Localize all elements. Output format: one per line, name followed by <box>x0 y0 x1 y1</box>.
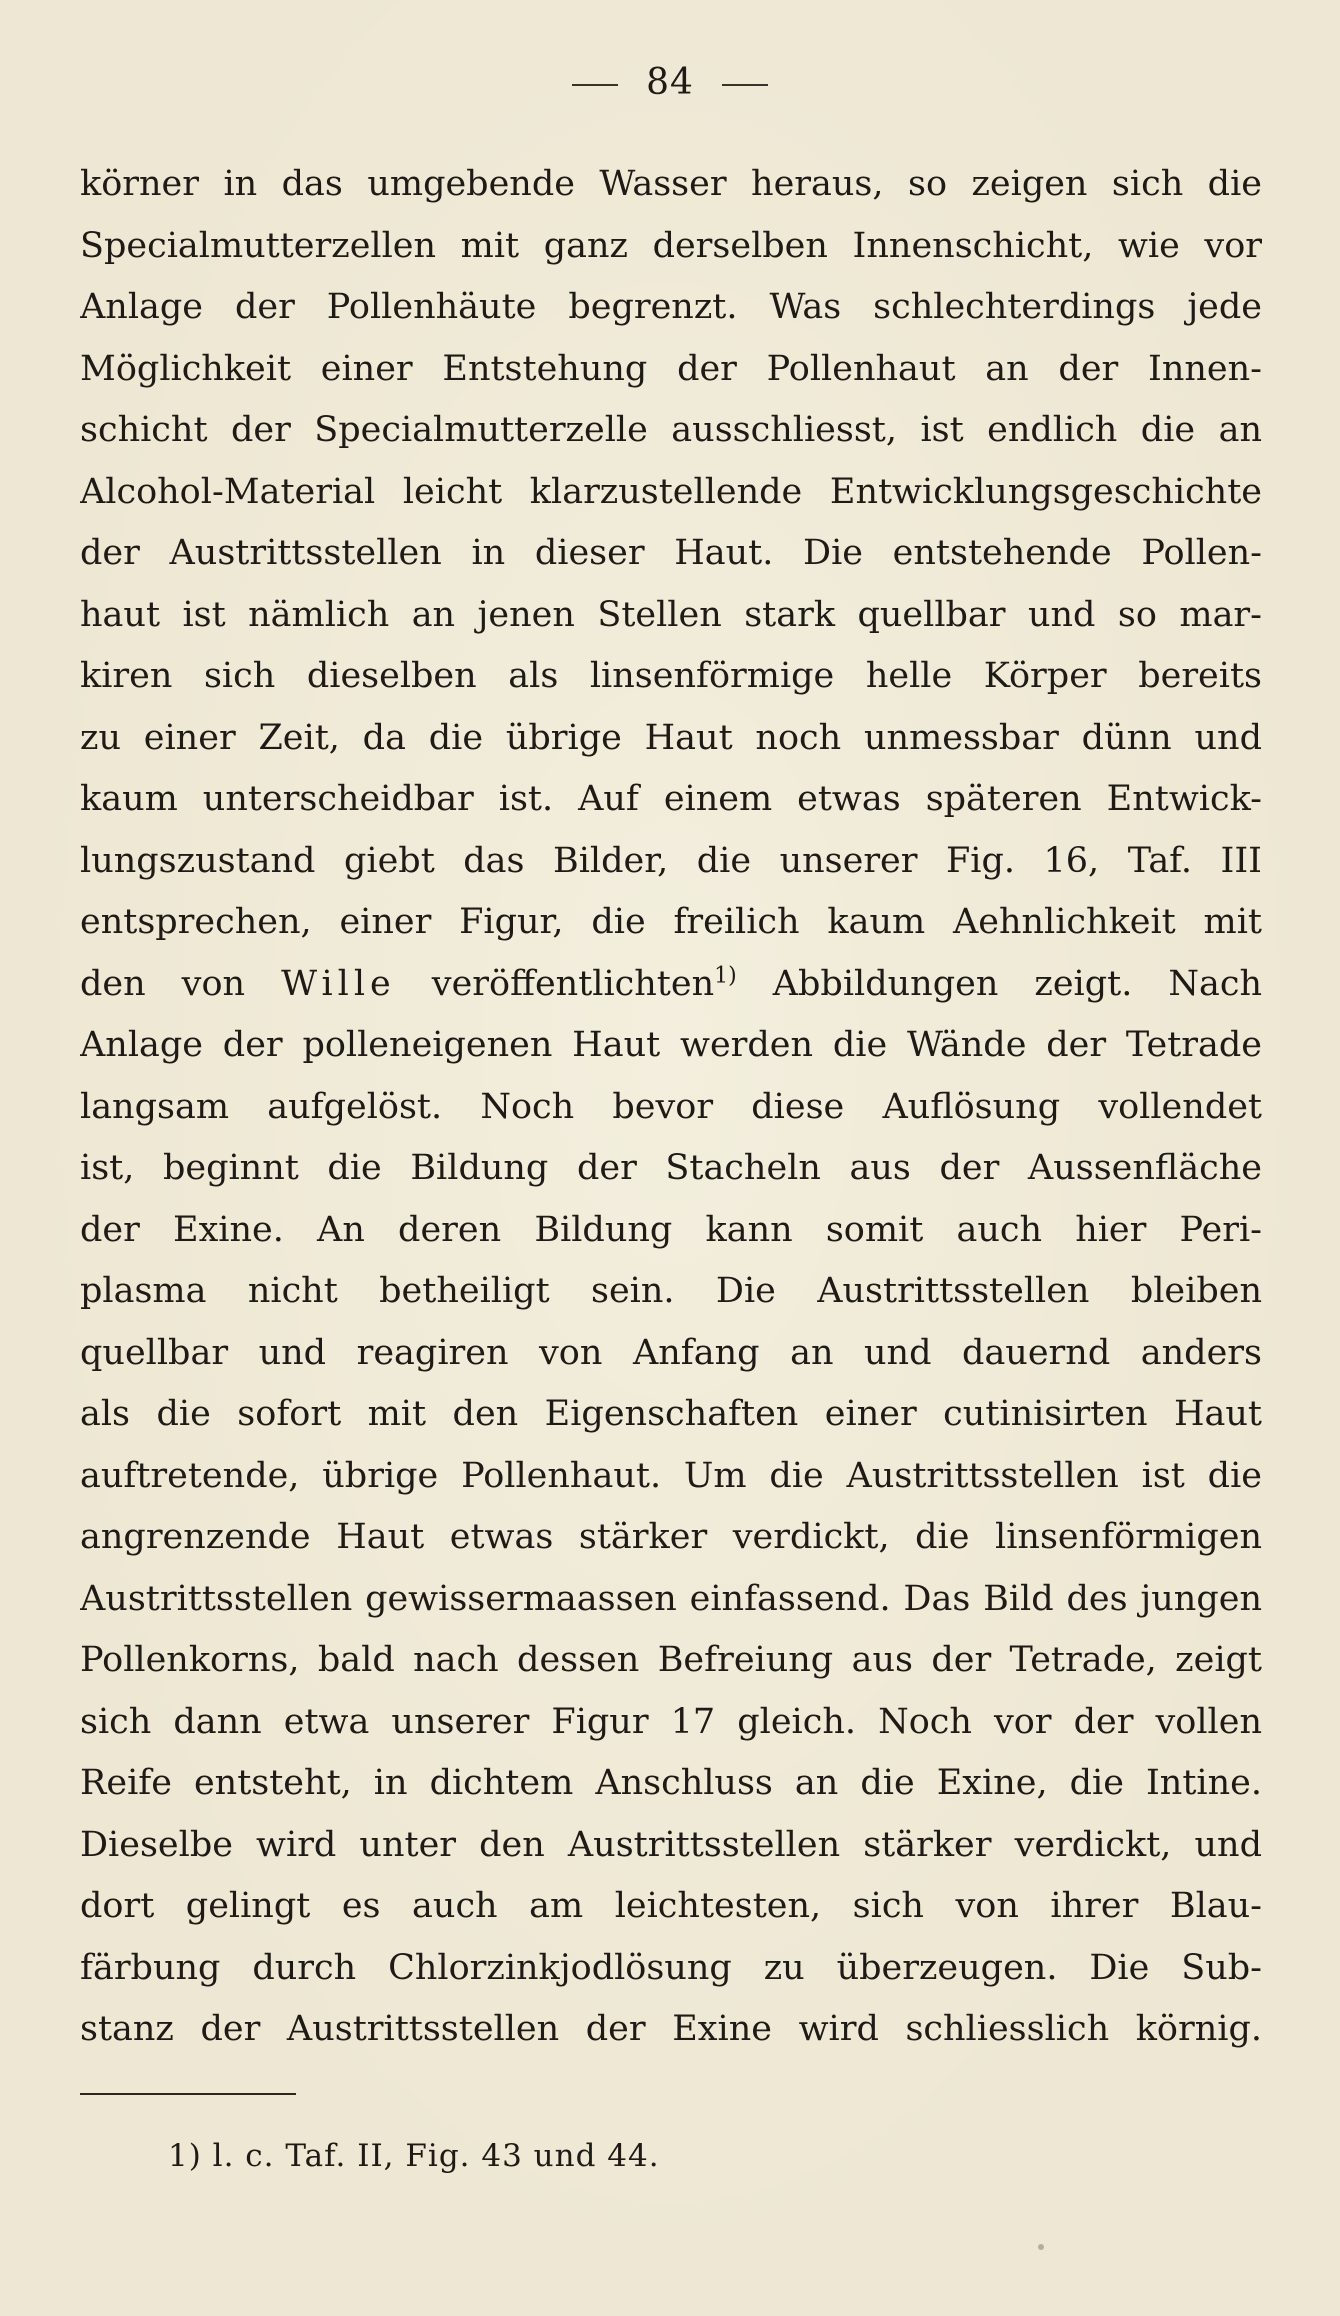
line-segment: veröffentlichten <box>431 963 715 1004</box>
text-line: Anlage der polleneigenen Haut werden die Wände der Tetrade <box>80 1025 1262 1065</box>
footnote-reference[interactable]: 1) <box>714 962 737 988</box>
text-line: Specialmutterzellen mit ganz derselben Innenschicht, wie vor <box>80 225 1262 266</box>
text-line: Dieselbe wird unter den Austrittsstellen stärker verdickt, und <box>80 1824 1262 1865</box>
paper-speck <box>1038 2244 1044 2250</box>
header-dash-right <box>722 84 768 86</box>
text-line: kiren sich dieselben als linsenförmige helle Körper bereits <box>80 656 1262 696</box>
text-line: färbung durch Chlorzinkjodlösung zu überzeugen. Die Sub- <box>80 1947 1262 1988</box>
text-line: dort gelingt es auch am leichtesten, sich von ihrer Blau- <box>80 1886 1262 1926</box>
body-text <box>80 154 1262 2061</box>
text-line: entsprechen, einer Figur, die freilich kaum Aehnlichkeit mit <box>80 902 1262 942</box>
text-line: angrenzende Haut etwas stärker verdickt, die linsenförmigen <box>80 1517 1262 1557</box>
text-line: schicht der Specialmutterzelle ausschliesst, ist endlich die an <box>80 410 1262 450</box>
line-segment: den von <box>80 963 246 1004</box>
text-line: Reife entsteht, in dichtem Anschluss an die Exine, die Intine. <box>80 1763 1262 1803</box>
line-segment: Abbildungen zeigt. Nach <box>772 963 1262 1004</box>
text-line: sich dann etwa unserer Figur 17 gleich. Noch vor der vollen <box>80 1701 1262 1742</box>
text-line: der Austrittsstellen in dieser Haut. Die entstehende Pollen- <box>80 533 1262 573</box>
text-line: Anlage der Pollenhäute begrenzt. Was schlechterdings jede <box>80 287 1262 327</box>
text-line: zu einer Zeit, da die übrige Haut noch unmessbar dünn und <box>80 717 1262 758</box>
author-name-spaced: Wille <box>281 963 396 1004</box>
text-line: quellbar und reagiren von Anfang an und dauernd anders <box>80 1332 1262 1373</box>
text-line: stanz der Austrittsstellen der Exine wird schliesslich körnig. <box>80 2009 1262 2049</box>
header-dash-left <box>572 84 618 86</box>
text-line: lungszustand giebt das Bilder, die unserer Fig. 16, Taf. III <box>80 840 1262 881</box>
text-line: auftretende, übrige Pollenhaut. Um die Austrittsstellen ist die <box>80 1455 1262 1496</box>
text-line-with-footnote-ref <box>80 954 1262 1016</box>
text-line: Möglichkeit einer Entstehung der Pollenhaut an der Innen- <box>80 348 1262 389</box>
text-line: langsam aufgelöst. Noch bevor diese Auflösung vollendet <box>80 1086 1262 1127</box>
text-line: kaum unterscheidbar ist. Auf einem etwas späteren Entwick- <box>80 779 1262 819</box>
page-number: 84 <box>646 62 694 103</box>
text-line: plasma nicht betheiligt sein. Die Austrittsstellen bleiben <box>80 1271 1262 1311</box>
text-line: haut ist nämlich an jenen Stellen stark quellbar und so mar- <box>80 594 1262 635</box>
footnote-rule <box>80 2093 296 2095</box>
text-line: ist, beginnt die Bildung der Stacheln aus der Aussenfläche <box>80 1148 1262 1188</box>
footnote: 1) l. c. Taf. II, Fig. 43 und 44. <box>168 2138 660 2174</box>
page-header <box>0 62 1340 103</box>
text-line: Alcohol-Material leicht klarzustellende Entwicklungsgeschichte <box>80 471 1262 512</box>
text-line: körner in das umgebende Wasser heraus, so zeigen sich die <box>80 164 1262 204</box>
text-line: Pollenkorns, bald nach dessen Befreiung aus der Tetrade, zeigt <box>80 1640 1262 1680</box>
text-line: Austrittsstellen gewissermaassen einfassend. Das Bild des jungen <box>80 1578 1262 1619</box>
text-line: der Exine. An deren Bildung kann somit auch hier Peri- <box>80 1209 1262 1250</box>
text-line: als die sofort mit den Eigenschaften einer cutinisirten Haut <box>80 1394 1262 1434</box>
